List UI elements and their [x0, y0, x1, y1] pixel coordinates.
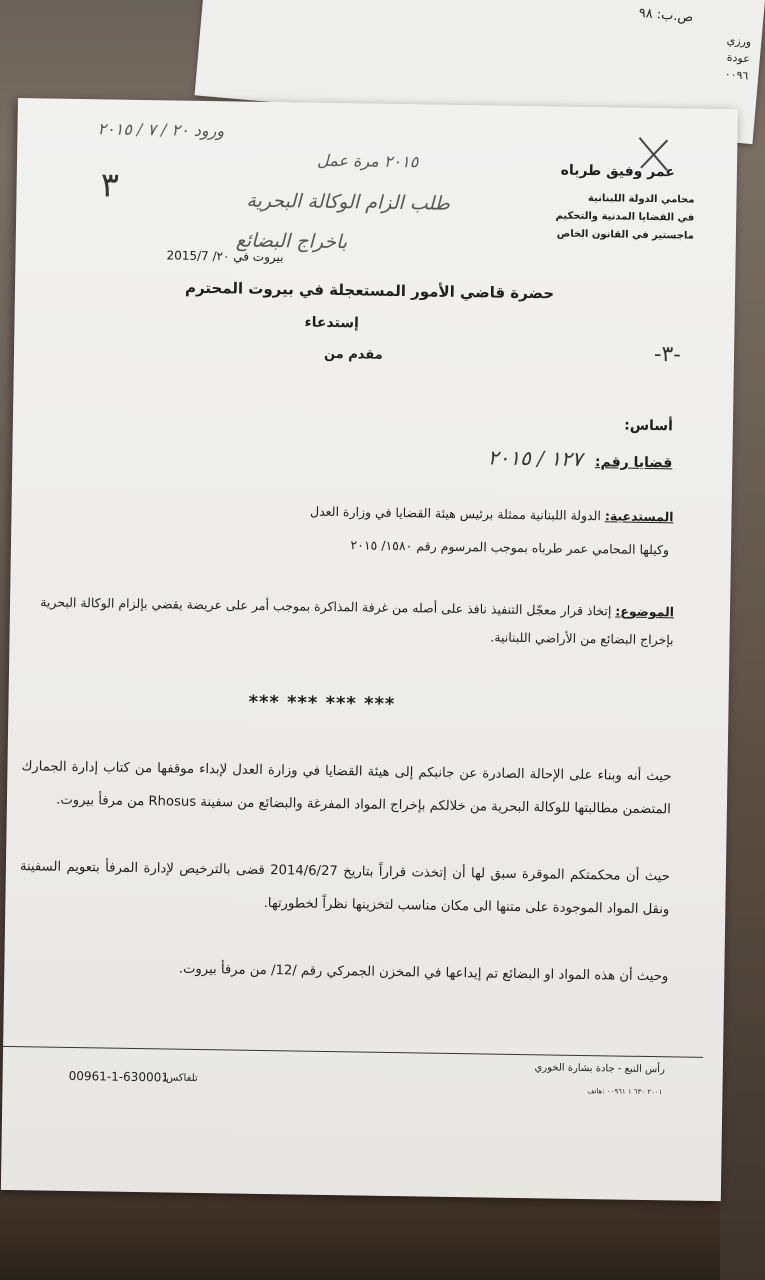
- paragraph-3: وحيث أن هذه المواد او البضائع تم إيداعها في المخزن الجمركي رقم /12/ من مرفأ بيروت.: [178, 961, 669, 985]
- case-number-handwritten: ١٢٧ / ٢٠١٥: [487, 445, 583, 471]
- subject-label: الموضوع:: [615, 603, 675, 620]
- agent-text: وكيلها المحامي عمر طرباه بموجب المرسوم رقم ١٥٨٠/ ٢٠١٥: [350, 537, 670, 558]
- lawyer-name: عمر وفيق طرباه: [560, 162, 676, 181]
- court-title: حضرة قاضي الأمور المستعجلة في بيروت المحترم: [184, 278, 555, 303]
- date-line: بيروت في ٢٠/ 2015/7: [166, 248, 284, 265]
- subject-text: إتخاذ قرار معجّل التنفيذ نافذ على أصله من غرفة المذاكرة بموجب أمر على عريضة يقضي بإلزام الوكالة البحرية بإخراج البضائع من الأراضي اللبنانية.: [40, 594, 674, 648]
- respondent-text: الدولة اللبنانية ممثلة برئيس هيئة القضايا في وزارة العدل: [309, 503, 602, 524]
- handwritten-note-2: طلب الزام الوكالة البحرية: [246, 189, 451, 215]
- paragraph-1: حيث أنه وبناء على الإحالة الصادرة عن جانبكم إلى هيئة القضايا في وزارة العدل لإبداء موقفها من كتاب إدارة الجمارك المتضمن مطالبتها للوكالة البحرية من خلالكم بإخراج المواد المفرغة والبضائع من سفينة Rhosus من مرفأ بيروت.: [21, 759, 672, 818]
- back-sheet-edge-text: ورزي عودة ٠٠٩٦: [724, 33, 752, 83]
- footer-address: رأس النبع - جادة بشارة الخوري: [534, 1062, 665, 1076]
- footer-fax-label: تلفاكس:: [162, 1072, 198, 1084]
- respondent-row: [33, 499, 673, 524]
- footer-phone: ٢٠٠١ ٦٣٠ ١ ٠٠٩٦١ :هاتف: [587, 1087, 663, 1097]
- document-type: إستدعاء: [304, 314, 359, 332]
- lawyer-title-3: ماجستير في القانون الخاص: [556, 228, 695, 242]
- paragraph-2: حيث أن محكمتكم الموقرة سبق لها أن إتخذت قراراً بتاريخ 2014/6/27 قضى بالترخيص لإدارة المرفأ بتعويم السفينة ونقل المواد الموجودة على متنها الى مكان مناسب لتخزينها نظراً لخطورتها.: [19, 859, 670, 918]
- section-separator: *** *** *** ***: [248, 691, 396, 715]
- asas-label: أساس:: [624, 417, 674, 435]
- handwritten-note-3: باخراج البضائع: [235, 229, 348, 254]
- respondent-label: المستدعية:: [604, 508, 674, 525]
- handwritten-received-date: ورود ٢٠ / ٧ / ٢٠١٥: [97, 119, 225, 141]
- handwritten-note-1: ٢٠١٥ مرة عمل: [316, 150, 419, 172]
- case-number-row: [488, 445, 673, 472]
- page-number-mark: -٣-: [653, 342, 681, 368]
- presented-by: مقدم من: [323, 346, 383, 363]
- document-page: [1, 98, 738, 1201]
- footer-fax-value: 00961-1-630001: [68, 1068, 170, 1085]
- case-label: قضايا رقم:: [594, 454, 673, 472]
- subject-row: [33, 588, 674, 654]
- po-box-text: ص.ب: ٩٨: [638, 5, 694, 26]
- lawyer-title-1: محامي الدولة اللبنانية: [587, 192, 695, 206]
- handwritten-margin-number: ٣: [100, 165, 120, 206]
- lawyer-title-2: في القضايا المدنية والتحكيم: [555, 210, 695, 224]
- footer-divider: [0, 1046, 703, 1058]
